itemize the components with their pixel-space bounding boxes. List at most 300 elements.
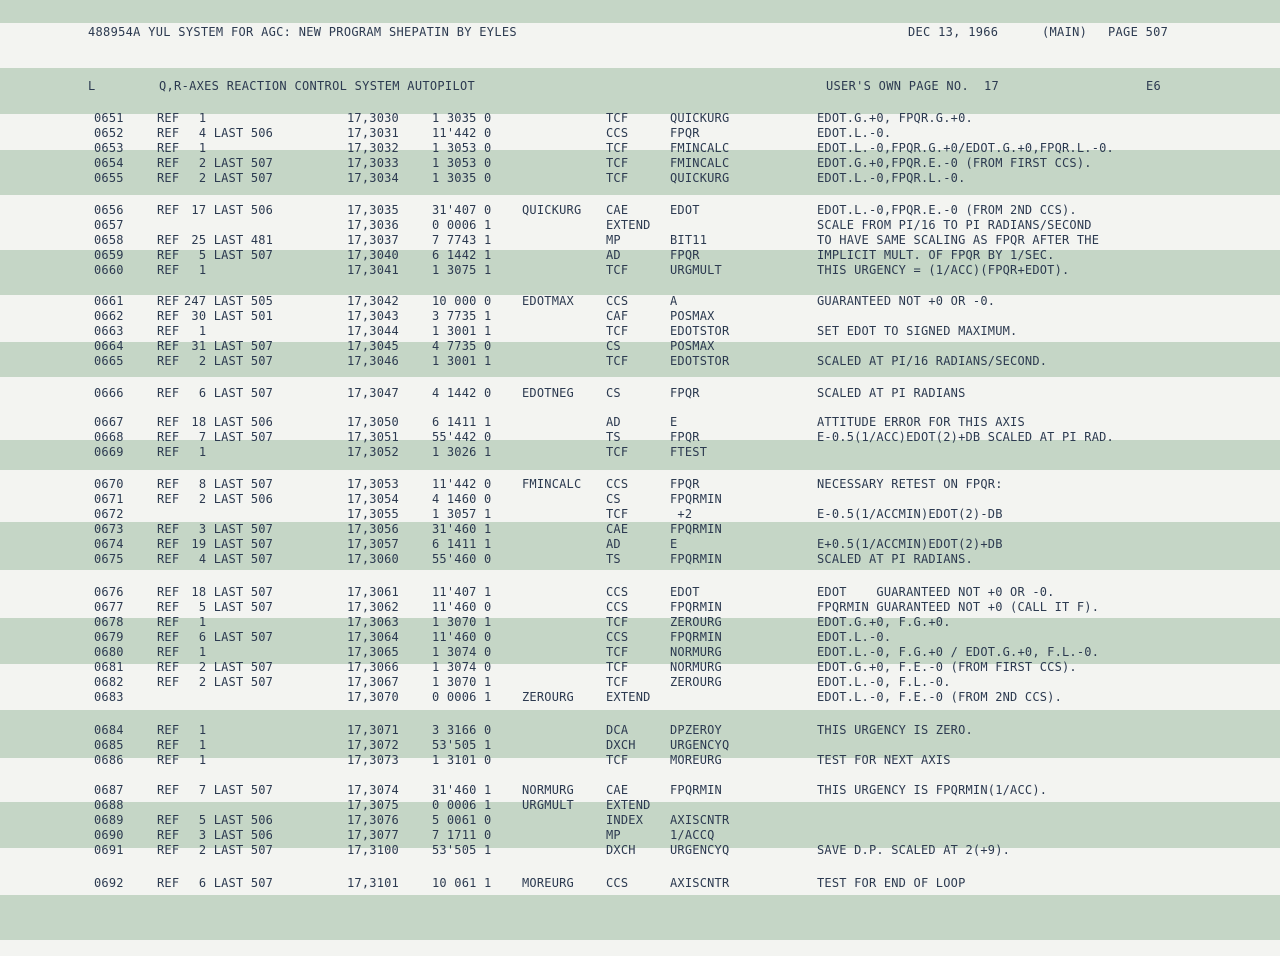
comment: SET EDOT TO SIGNED MAXIMUM.: [817, 324, 1018, 338]
machine-code: 7 7743 1: [432, 233, 492, 247]
line-number: 0655: [94, 171, 124, 185]
listing-row: [0, 126, 1280, 141]
section-header: [0, 79, 1280, 95]
listing-row: [0, 876, 1280, 891]
comment: ATTITUDE ERROR FOR THIS AXIS: [817, 415, 1025, 429]
line-number: 0681: [94, 660, 124, 674]
operand: FPQRMIN: [670, 630, 722, 644]
address: 17,3064: [347, 630, 399, 644]
line-number: 0673: [94, 522, 124, 536]
opcode: DXCH: [606, 738, 636, 752]
operand: EDOT: [670, 585, 700, 599]
opcode: CS: [606, 386, 621, 400]
operand: NORMURG: [670, 645, 722, 659]
line-number: 0665: [94, 354, 124, 368]
ref-marker: REF: [157, 294, 180, 308]
ref-page: 30 LAST 501: [184, 309, 274, 323]
listing-row: [0, 248, 1280, 263]
address: 17,3065: [347, 645, 399, 659]
listing-row: [0, 675, 1280, 690]
comment: SCALE FROM PI/16 TO PI RADIANS/SECOND: [817, 218, 1092, 232]
line-number: 0658: [94, 233, 124, 247]
opcode: TCF: [606, 324, 629, 338]
ref-page: 1: [184, 645, 207, 659]
ref-page: 7 LAST 507: [184, 783, 274, 797]
line-number: 0690: [94, 828, 124, 842]
line-number: 0671: [94, 492, 124, 506]
line-number: 0687: [94, 783, 124, 797]
ref-page: 247 LAST 505: [184, 294, 274, 308]
machine-code: 1 3035 0: [432, 111, 492, 125]
operand: FMINCALC: [670, 156, 730, 170]
ref-marker: REF: [157, 675, 180, 689]
opcode: CS: [606, 339, 621, 353]
machine-code: 5 0061 0: [432, 813, 492, 827]
ref-page: 1: [184, 445, 207, 459]
address: 17,3056: [347, 522, 399, 536]
comment: SCALED AT PI RADIANS: [817, 386, 966, 400]
address: 17,3043: [347, 309, 399, 323]
operand: FTEST: [670, 445, 708, 459]
address: 17,3042: [347, 294, 399, 308]
machine-code: 4 1442 0: [432, 386, 492, 400]
opcode: TCF: [606, 645, 629, 659]
comment: THIS URGENCY IS ZERO.: [817, 723, 973, 737]
operand: FPQR: [670, 477, 700, 491]
operand: AXISCNTR: [670, 813, 730, 827]
machine-code: 31'460 1: [432, 783, 492, 797]
ref-page: 1: [184, 324, 207, 338]
machine-code: 53'505 1: [432, 738, 492, 752]
operand: QUICKURG: [670, 111, 730, 125]
address: 17,3031: [347, 126, 399, 140]
address: 17,3046: [347, 354, 399, 368]
opcode: TCF: [606, 675, 629, 689]
line-number: 0664: [94, 339, 124, 353]
line-number: 0684: [94, 723, 124, 737]
address: 17,3053: [347, 477, 399, 491]
address: 17,3073: [347, 753, 399, 767]
ref-marker: REF: [157, 339, 180, 353]
line-number: 0651: [94, 111, 124, 125]
listing-row: [0, 723, 1280, 738]
comment: EDOT.L.-0.: [817, 126, 892, 140]
listing-row: [0, 600, 1280, 615]
listing-row: [0, 507, 1280, 522]
ref-marker: REF: [157, 324, 180, 338]
opcode: TCF: [606, 156, 629, 170]
ref-marker: REF: [157, 645, 180, 659]
line-number: 0674: [94, 537, 124, 551]
address: 17,3052: [347, 445, 399, 459]
header-page: PAGE 507: [1108, 25, 1169, 39]
user-page-number: USER'S OWN PAGE NO. 17: [826, 79, 1000, 93]
ref-marker: REF: [157, 386, 180, 400]
machine-code: 53'505 1: [432, 843, 492, 857]
address: 17,3050: [347, 415, 399, 429]
operand: AXISCNTR: [670, 876, 730, 890]
operand: E: [670, 537, 678, 551]
listing-row: [0, 309, 1280, 324]
opcode: TCF: [606, 354, 629, 368]
line-number: 0657: [94, 218, 124, 232]
address: 17,3036: [347, 218, 399, 232]
ref-marker: REF: [157, 738, 180, 752]
listing-row: [0, 156, 1280, 171]
address: 17,3054: [347, 492, 399, 506]
machine-code: 10 000 0: [432, 294, 492, 308]
line-number: 0678: [94, 615, 124, 629]
ref-marker: REF: [157, 248, 180, 262]
symbol-label: URGMULT: [522, 798, 574, 812]
machine-code: 1 3074 0: [432, 660, 492, 674]
section-mark: L: [88, 79, 96, 93]
line-number: 0660: [94, 263, 124, 277]
operand: FPQRMIN: [670, 783, 722, 797]
symbol-label: MOREURG: [522, 876, 574, 890]
comment: EDOT GUARANTEED NOT +0 OR -0.: [817, 585, 1055, 599]
line-number: 0652: [94, 126, 124, 140]
address: 17,3067: [347, 675, 399, 689]
line-number: 0686: [94, 753, 124, 767]
opcode: INDEX: [606, 813, 644, 827]
comment: EDOT.G.+0, F.E.-0 (FROM FIRST CCS).: [817, 660, 1077, 674]
header-main: (MAIN): [1042, 25, 1088, 39]
machine-code: 55'460 0: [432, 552, 492, 566]
comment: SCALED AT PI RADIANS.: [817, 552, 973, 566]
listing-row: [0, 585, 1280, 600]
ref-page: 1: [184, 738, 207, 752]
line-number: 0661: [94, 294, 124, 308]
operand: NORMURG: [670, 660, 722, 674]
ref-marker: REF: [157, 203, 180, 217]
ref-marker: REF: [157, 354, 180, 368]
address: 17,3075: [347, 798, 399, 812]
machine-code: 1 3074 0: [432, 645, 492, 659]
opcode: CCS: [606, 630, 629, 644]
opcode: TCF: [606, 660, 629, 674]
machine-code: 31'407 0: [432, 203, 492, 217]
operand: FPQRMIN: [670, 492, 722, 506]
address: 17,3057: [347, 537, 399, 551]
machine-code: 11'442 0: [432, 126, 492, 140]
ref-page: 1: [184, 753, 207, 767]
opcode: TS: [606, 430, 621, 444]
ref-page: 1: [184, 263, 207, 277]
machine-code: 1 3053 0: [432, 156, 492, 170]
machine-code: 1 3001 1: [432, 354, 492, 368]
line-number: 0683: [94, 690, 124, 704]
opcode: CCS: [606, 600, 629, 614]
ref-page: 25 LAST 481: [184, 233, 274, 247]
opcode: CAE: [606, 522, 629, 536]
line-number: 0667: [94, 415, 124, 429]
ref-page: 19 LAST 507: [184, 537, 274, 551]
machine-code: 55'442 0: [432, 430, 492, 444]
opcode: TCF: [606, 445, 629, 459]
opcode: AD: [606, 537, 621, 551]
ref-page: 8 LAST 507: [184, 477, 274, 491]
ref-page: 5 LAST 506: [184, 813, 274, 827]
ref-page: 1: [184, 723, 207, 737]
opcode: TCF: [606, 141, 629, 155]
listing-row: [0, 813, 1280, 828]
machine-code: 1 3101 0: [432, 753, 492, 767]
listing-row: [0, 171, 1280, 186]
listing-row: [0, 645, 1280, 660]
opcode: TCF: [606, 263, 629, 277]
ref-marker: REF: [157, 615, 180, 629]
opcode: CCS: [606, 876, 629, 890]
ref-marker: REF: [157, 141, 180, 155]
opcode: TCF: [606, 753, 629, 767]
ref-page: 2 LAST 507: [184, 171, 274, 185]
operand: FPQR: [670, 430, 700, 444]
address: 17,3041: [347, 263, 399, 277]
listing-row: [0, 294, 1280, 309]
comment: SCALED AT PI/16 RADIANS/SECOND.: [817, 354, 1048, 368]
line-number: 0668: [94, 430, 124, 444]
ref-marker: REF: [157, 600, 180, 614]
ref-marker: REF: [157, 492, 180, 506]
ref-marker: REF: [157, 813, 180, 827]
listing-row: [0, 552, 1280, 567]
opcode: CCS: [606, 585, 629, 599]
ref-marker: REF: [157, 828, 180, 842]
ref-page: 18 LAST 506: [184, 415, 274, 429]
machine-code: 11'442 0: [432, 477, 492, 491]
listing-row: [0, 339, 1280, 354]
line-number: 0692: [94, 876, 124, 890]
comment: EDOT.L.-0,FPQR.L.-0.: [817, 171, 966, 185]
operand: QUICKURG: [670, 171, 730, 185]
ref-marker: REF: [157, 630, 180, 644]
comment: EDOT.L.-0, F.G.+0 / EDOT.G.+0, F.L.-0.: [817, 645, 1100, 659]
operand: URGMULT: [670, 263, 722, 277]
machine-code: 6 1411 1: [432, 537, 492, 551]
listing-row: [0, 753, 1280, 768]
opcode: DXCH: [606, 843, 636, 857]
comment: TEST FOR END OF LOOP: [817, 876, 966, 890]
opcode: CAE: [606, 203, 629, 217]
opcode: MP: [606, 233, 621, 247]
listing-row: [0, 141, 1280, 156]
operand: MOREURG: [670, 753, 722, 767]
line-number: 0653: [94, 141, 124, 155]
operand: EDOTSTOR: [670, 324, 730, 338]
symbol-label: QUICKURG: [522, 203, 582, 217]
operand: DPZEROY: [670, 723, 722, 737]
operand: FPQR: [670, 126, 700, 140]
operand: FPQR: [670, 248, 700, 262]
address: 17,3044: [347, 324, 399, 338]
line-number: 0689: [94, 813, 124, 827]
address: 17,3101: [347, 876, 399, 890]
listing-row: [0, 690, 1280, 705]
address: 17,3047: [347, 386, 399, 400]
machine-code: 4 1460 0: [432, 492, 492, 506]
machine-code: 1 3053 0: [432, 141, 492, 155]
listing-row: [0, 522, 1280, 537]
ref-marker: REF: [157, 156, 180, 170]
line-number: 0675: [94, 552, 124, 566]
machine-code: 0 0006 1: [432, 218, 492, 232]
machine-code: 4 7735 0: [432, 339, 492, 353]
ref-page: 1: [184, 141, 207, 155]
listing-row: [0, 630, 1280, 645]
listing-row: [0, 492, 1280, 507]
machine-code: 6 1442 1: [432, 248, 492, 262]
listing-row: [0, 843, 1280, 858]
ref-page: 5 LAST 507: [184, 248, 274, 262]
listing-row: [0, 354, 1280, 369]
ref-marker: REF: [157, 585, 180, 599]
symbol-label: EDOTNEG: [522, 386, 574, 400]
symbol-label: EDOTMAX: [522, 294, 574, 308]
opcode: TCF: [606, 507, 629, 521]
opcode: CCS: [606, 294, 629, 308]
comment: TEST FOR NEXT AXIS: [817, 753, 951, 767]
ref-page: 6 LAST 507: [184, 876, 274, 890]
ref-marker: REF: [157, 233, 180, 247]
machine-code: 7 1711 0: [432, 828, 492, 842]
opcode: TS: [606, 552, 621, 566]
listing-row: [0, 828, 1280, 843]
comment: THIS URGENCY IS FPQRMIN(1/ACC).: [817, 783, 1048, 797]
line-number: 0691: [94, 843, 124, 857]
listing-row: [0, 430, 1280, 445]
ref-marker: REF: [157, 753, 180, 767]
address: 17,3076: [347, 813, 399, 827]
page-header: [0, 25, 1280, 41]
ref-marker: REF: [157, 552, 180, 566]
address: 17,3062: [347, 600, 399, 614]
opcode: TCF: [606, 171, 629, 185]
ref-marker: REF: [157, 171, 180, 185]
operand: URGENCYQ: [670, 843, 730, 857]
comment: TO HAVE SAME SCALING AS FPQR AFTER THE: [817, 233, 1100, 247]
listing-row: [0, 477, 1280, 492]
ref-page: 2 LAST 507: [184, 843, 274, 857]
opcode: CCS: [606, 477, 629, 491]
machine-code: 1 3075 1: [432, 263, 492, 277]
section-title: Q,R-AXES REACTION CONTROL SYSTEM AUTOPILOT: [159, 79, 476, 93]
ref-marker: REF: [157, 723, 180, 737]
ref-page: 17 LAST 506: [184, 203, 274, 217]
listing-row: [0, 445, 1280, 460]
operand: ZEROURG: [670, 615, 722, 629]
comment: E+0.5(1/ACCMIN)EDOT(2)+DB: [817, 537, 1003, 551]
line-number: 0680: [94, 645, 124, 659]
address: 17,3051: [347, 430, 399, 444]
ref-marker: REF: [157, 522, 180, 536]
opcode: DCA: [606, 723, 629, 737]
line-number: 0662: [94, 309, 124, 323]
line-number: 0685: [94, 738, 124, 752]
listing-row: [0, 324, 1280, 339]
listing-row: [0, 218, 1280, 233]
operand: FPQRMIN: [670, 552, 722, 566]
line-number: 0688: [94, 798, 124, 812]
ref-marker: REF: [157, 477, 180, 491]
opcode: MP: [606, 828, 621, 842]
address: 17,3061: [347, 585, 399, 599]
symbol-label: FMINCALC: [522, 477, 582, 491]
operand: BIT11: [670, 233, 708, 247]
operand: FMINCALC: [670, 141, 730, 155]
operand: E: [670, 415, 678, 429]
address: 17,3063: [347, 615, 399, 629]
ref-page: 2 LAST 507: [184, 660, 274, 674]
ref-page: 2 LAST 507: [184, 156, 274, 170]
listing-row: [0, 783, 1280, 798]
ref-page: 5 LAST 507: [184, 600, 274, 614]
listing-row: [0, 415, 1280, 430]
ref-page: 4 LAST 507: [184, 552, 274, 566]
machine-code: 1 3001 1: [432, 324, 492, 338]
operand: A: [670, 294, 678, 308]
symbol-label: NORMURG: [522, 783, 574, 797]
opcode: EXTEND: [606, 690, 651, 704]
ref-marker: REF: [157, 415, 180, 429]
ref-page: 1: [184, 615, 207, 629]
line-number: 0669: [94, 445, 124, 459]
machine-code: 11'460 0: [432, 600, 492, 614]
ref-page: 2 LAST 506: [184, 492, 274, 506]
machine-code: 3 3166 0: [432, 723, 492, 737]
operand: EDOT: [670, 203, 700, 217]
comment: EDOT.L.-0,FPQR.E.-0 (FROM 2ND CCS).: [817, 203, 1077, 217]
address: 17,3077: [347, 828, 399, 842]
ref-page: 18 LAST 507: [184, 585, 274, 599]
ref-page: 31 LAST 507: [184, 339, 274, 353]
paper-band: [0, 895, 1280, 940]
ref-marker: REF: [157, 309, 180, 323]
address: 17,3072: [347, 738, 399, 752]
line-number: 0677: [94, 600, 124, 614]
listing-row: [0, 798, 1280, 813]
machine-code: 0 0006 1: [432, 690, 492, 704]
comment: EDOT.G.+0,FPQR.E.-0 (FROM FIRST CCS).: [817, 156, 1092, 170]
line-number: 0666: [94, 386, 124, 400]
machine-code: 1 3057 1: [432, 507, 492, 521]
line-number: 0672: [94, 507, 124, 521]
comment: NECESSARY RETEST ON FPQR:: [817, 477, 1003, 491]
ref-page: 6 LAST 507: [184, 386, 274, 400]
address: 17,3030: [347, 111, 399, 125]
address: 17,3040: [347, 248, 399, 262]
comment: E-0.5(1/ACCMIN)EDOT(2)-DB: [817, 507, 1003, 521]
listing-row: [0, 263, 1280, 278]
machine-code: 3 7735 1: [432, 309, 492, 323]
address: 17,3070: [347, 690, 399, 704]
address: 17,3071: [347, 723, 399, 737]
line-number: 0670: [94, 477, 124, 491]
address: 17,3066: [347, 660, 399, 674]
opcode: CS: [606, 492, 621, 506]
ref-page: 6 LAST 507: [184, 630, 274, 644]
opcode: CAE: [606, 783, 629, 797]
address: 17,3035: [347, 203, 399, 217]
machine-code: 1 3070 1: [432, 675, 492, 689]
opcode: AD: [606, 415, 621, 429]
ref-marker: REF: [157, 263, 180, 277]
address: 17,3033: [347, 156, 399, 170]
listing-row: [0, 537, 1280, 552]
comment: EDOT.L.-0, F.L.-0.: [817, 675, 951, 689]
ref-page: 7 LAST 507: [184, 430, 274, 444]
ref-marker: REF: [157, 430, 180, 444]
